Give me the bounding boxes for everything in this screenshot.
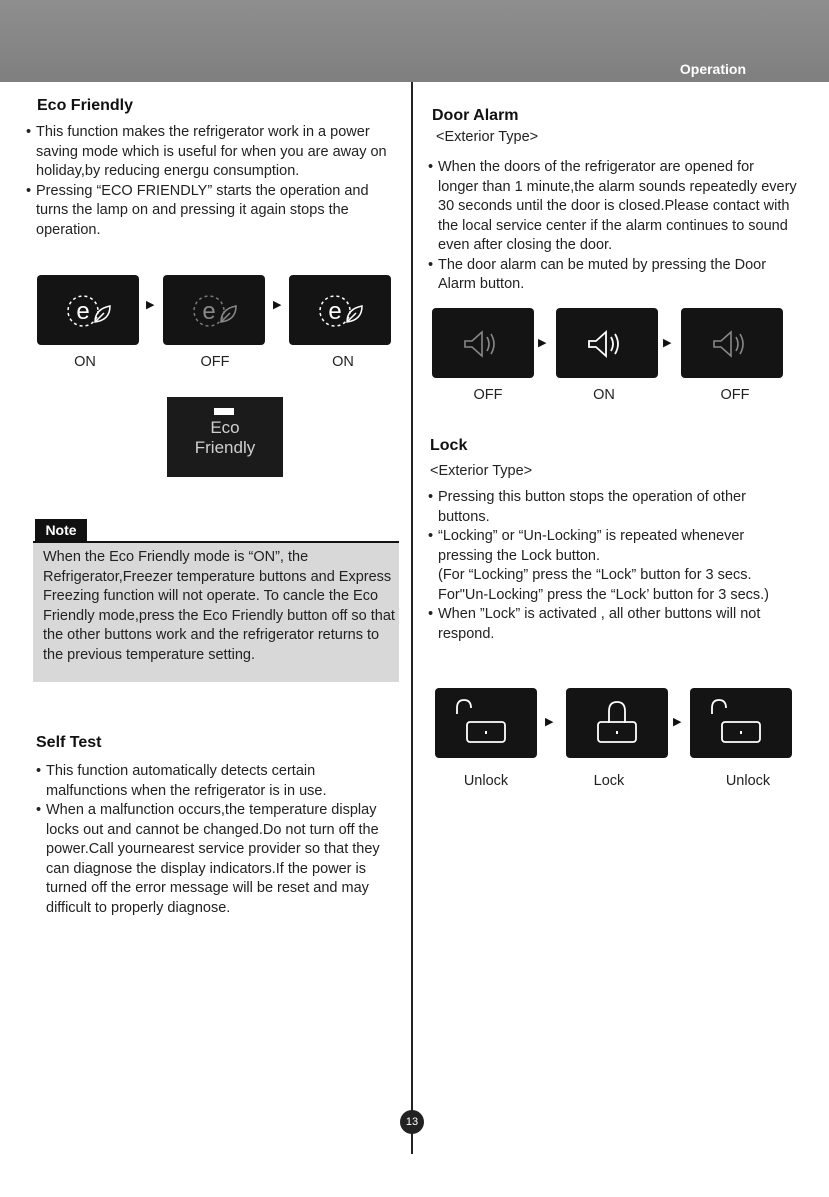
lock-bullet-1: • Pressing this button stops the operation of other buttons. [428,489,746,525]
door-bullet-2: • The door alarm can be muted by pressing the Door Alarm button. [428,256,767,292]
lock-arrow-1: ▶ [545,716,554,728]
column-divider [411,82,413,1154]
eco-friendly-button[interactable] [167,397,283,477]
eco-bullet-1: • This function makes the refrigerator work in a power saving mode which is useful for when you are away on holiday,by reducing energu consumption. [26,124,387,179]
svg-text:e: e [76,298,90,325]
eco-arrow-1: ▶ [146,299,155,311]
eco-panel-on-2 [289,275,391,345]
eco-state-2: OFF [200,354,230,370]
selftest-bullet-1: • This function automatically detects certain malfunctions when the refrigerator is in use. [36,763,327,799]
door-arrow-2: ▶ [663,337,672,349]
door-state-2: ON [593,387,615,403]
door-title: Door Alarm [432,107,519,124]
page-header [0,0,829,82]
padlock-open-icon [435,688,537,758]
padlock-closed-icon [566,688,668,758]
lock-title: Lock [430,437,468,454]
lock-panel-unlock-1 [435,688,537,758]
lock-state-1: Unlock [463,773,509,789]
lock-bullet-2-detail: (For “Locking” press the “Lock” button for 3 secs. For"Un-Locking” press the “Lock’ button for 3 secs.) [438,567,769,603]
lock-text [428,488,798,644]
eco-title: Eco Friendly [37,97,134,114]
lock-panel-unlock-2 [690,688,792,758]
door-panel-off-2 [681,308,783,378]
speaker-icon [556,308,658,378]
door-state-3: OFF [720,387,750,403]
speaker-icon [432,308,534,378]
eco-arrow-2: ▶ [273,299,282,311]
svg-text:e: e [328,298,342,325]
selftest-title: Self Test [36,734,102,751]
eco-button-label: Eco Friendly [194,418,256,457]
note-text: When the Eco Friendly mode is “ON”, the Refrigerator,Freezer temperature buttons and Express Freezing function will not operate. To cancle the Eco Friendly mode,press the Eco Friendly button off so that the other buttons work and the refrigerator returns to the previous temperature setting. [43,549,395,663]
door-text [428,158,798,295]
lock-state-2: Lock [593,773,625,789]
eco-state-1: ON [74,354,96,370]
note-label: Note [35,519,87,541]
eco-state-3: ON [332,354,354,370]
eco-leaf-icon [289,275,391,345]
door-arrow-1: ▶ [538,337,547,349]
lock-arrow-2: ▶ [673,716,682,728]
note-box [33,541,399,682]
door-bullet-1: • When the doors of the refrigerator are opened for longer than 1 minute,the alarm sounds repeatedly every 30 seconds until the door is closed.Please contact with the local service center if the alarm continues to sound even after closing the door. [428,159,797,253]
eco-indicator-lamp [214,408,234,415]
eco-panel-off [163,275,265,345]
eco-leaf-icon [163,275,265,345]
selftest-text [36,762,396,918]
eco-leaf-icon [37,275,139,345]
lock-bullet-3: • When ”Lock” is activated , all other buttons will not respond. [428,606,761,642]
section-label: Operation [679,61,746,77]
lock-panel-lock [566,688,668,758]
lock-bullet-2: • “Locking” or “Un-Locking” is repeated whenever pressing the Lock button. [428,528,745,564]
door-subtitle: <Exterior Type> [436,129,539,145]
svg-text:e: e [202,298,216,325]
lock-subtitle: <Exterior Type> [430,463,533,479]
eco-text [26,123,396,240]
door-state-1: OFF [473,387,503,403]
lock-state-3: Unlock [725,773,771,789]
speaker-icon [681,308,783,378]
door-panel-on [556,308,658,378]
eco-bullet-2: • Pressing “ECO FRIENDLY” starts the operation and turns the lamp on and pressing it again stops the operation. [26,182,369,238]
eco-panel-on-1 [37,275,139,345]
door-panel-off-1 [432,308,534,378]
page-number: 13 [400,1110,424,1134]
padlock-open-icon [690,688,792,758]
selftest-bullet-2: • When a malfunction occurs,the temperature display locks out and cannot be changed.Do not turn off the power.Call yournearest service provider so that they can diagnose the display indicators.If the power is turned off the error message will be reset and may difficult to properly diagnose. [36,802,380,916]
